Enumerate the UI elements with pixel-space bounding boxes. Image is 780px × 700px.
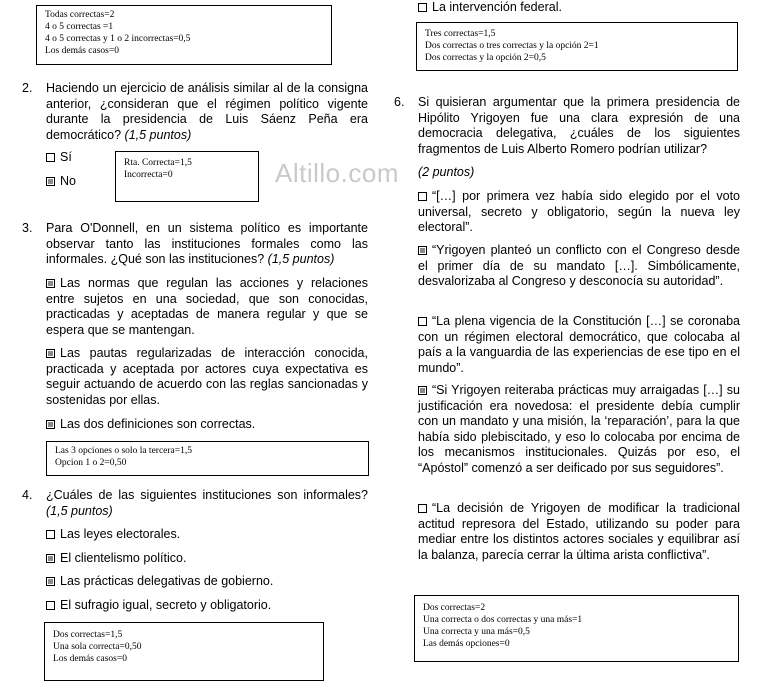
checkbox-checked-icon[interactable] [46,349,55,358]
scoring-line: Los demás casos=0 [53,654,127,664]
question-number: 4. [22,488,33,502]
checkbox-unchecked-icon[interactable] [418,504,427,513]
question-2-text [46,81,368,143]
option-intervencion-federal[interactable] [418,0,562,16]
question-number: 3. [22,221,33,235]
question-points: (1,5 puntos) [124,127,192,142]
option-label: “Si Yrigoyen reiteraba prácticas muy arraigadas […] su justificación era novedosa: el presidente debía cumplir con un mandato y una misión, la ‘reparación’, para la que había sido plebiscitado, y eso lo colocaba por encima de los mecanismos institucionales. Quizás por eso, el “Apóstol” comenzó a ser deificado por sus seguidores”. [418,383,740,475]
scoring-line: Dos correctas o tres correctas y la opción 2=1 [425,41,599,51]
option-label: “[…] por primera vez había sido elegido por el voto universal, secreto y obligatorio, según la nueva ley electoral”. [418,189,740,234]
checkbox-checked-icon[interactable] [418,386,427,395]
checkbox-checked-icon[interactable] [46,420,55,429]
option-leyes-electorales[interactable] [46,527,180,543]
option-label: Las normas que regulan las acciones y relaciones entre sujetos en una sociedad, que son conocidas, practicadas y aceptadas de manera regular y que se espera que se mantengan. [46,276,368,337]
question-prompt: Para O'Donnell, en un sistema político es importante observar tanto las instituciones formales como las informales. ¿Qué son las instituciones? [46,221,368,266]
option-fragmento-1[interactable] [418,189,740,236]
checkbox-unchecked-icon[interactable] [46,601,55,610]
scoring-line: Las 3 opciones o solo la tercera=1,5 [55,446,192,456]
option-clientelismo[interactable] [46,551,186,567]
question-points: (2 puntos) [418,165,475,179]
scoring-box-q6 [414,595,739,662]
scoring-box-q3 [46,441,369,476]
question-points: (1,5 puntos) [267,252,335,266]
scoring-line: Los demás casos=0 [45,46,119,56]
scoring-line: Todas correctas=2 [45,10,115,20]
checkbox-checked-icon[interactable] [46,177,55,186]
option-label: Las prácticas delegativas de gobierno. [60,574,274,588]
question-prompt: Haciendo un ejercicio de análisis similar al de la consigna anterior, ¿consideran que el régimen político vigente durante la presidencia de Luis Sáenz Peña era democrático? [46,81,368,142]
option-fragmento-3[interactable] [418,314,740,376]
option-practicas-delegativas[interactable] [46,574,273,590]
option-sufragio[interactable] [46,598,271,614]
question-4-text [46,488,368,519]
scoring-line: Una sola correcta=0,50 [53,642,142,652]
option-no[interactable] [46,174,76,190]
scoring-box-q1 [36,5,332,65]
option-label: La intervención federal. [432,0,562,14]
scoring-line: Tres correctas=1,5 [425,29,496,39]
checkbox-checked-icon[interactable] [46,554,55,563]
question-3-text [46,221,368,268]
checkbox-unchecked-icon[interactable] [46,530,55,539]
option-label: El clientelismo político. [60,551,187,565]
scoring-line: Una correcta y una más=0,5 [423,627,530,637]
option-fragmento-5[interactable] [418,501,740,563]
scoring-box-q2 [115,151,259,202]
checkbox-unchecked-icon[interactable] [418,3,427,12]
question-number: 2. [22,81,33,95]
option-ambas[interactable] [46,417,255,433]
checkbox-unchecked-icon[interactable] [418,192,427,201]
scoring-line: Incorrecta=0 [124,170,173,180]
scoring-line: Las demás opciones=0 [423,639,510,649]
scoring-line: Una correcta o dos correctas y una más=1 [423,615,583,625]
option-label: “Yrigoyen planteó un conflicto con el Congreso desde el primer día de su mandato […]. Simbólicamente, desvalorizaba al Congreso y desconocía su autoridad”. [418,243,740,288]
scoring-box-q5 [416,22,738,71]
option-normas[interactable] [46,276,368,338]
option-label: El sufragio igual, secreto y obligatorio. [60,598,272,612]
option-fragmento-4[interactable] [418,383,740,476]
option-fragmento-2[interactable] [418,243,740,290]
scoring-line: Dos correctas=1,5 [53,630,123,640]
checkbox-unchecked-icon[interactable] [46,153,55,162]
question-number: 6. [394,95,405,109]
checkbox-checked-icon[interactable] [418,246,427,255]
option-label: Sí [60,150,72,164]
scoring-line: 4 o 5 correctas =1 [45,22,114,32]
option-label: Las pautas regularizadas de interacción conocida, practicada y aceptada por actores cuya expectativa es seguir actuando de acuerdo con las reglas sancionadas y sostenidas por ellas. [46,346,368,407]
scoring-line: Rta. Correcta=1,5 [124,158,192,168]
question-prompt: ¿Cuáles de las siguientes instituciones son informales? [46,488,368,502]
question-6-text [418,95,740,157]
option-si[interactable] [46,150,72,166]
option-label: “La decisión de Yrigoyen de modificar la tradicional actitud represora del Estado, utilizando su poder para mediar entre los distintos actores sociales y equilibrar así la balanza, parecía cerrar la última arista conflictiva”. [418,501,740,562]
checkbox-checked-icon[interactable] [46,577,55,586]
option-pautas[interactable] [46,346,368,408]
scoring-line: Dos correctas y la opción 2=0,5 [425,53,546,63]
checkbox-checked-icon[interactable] [46,279,55,288]
option-label: “La plena vigencia de la Constitución […] se coronaba con un régimen electoral democrático, que colocaba al país a la vanguardia de las experiencias de ese tipo en el mundo”. [418,314,740,375]
watermark: Altillo.com [275,158,399,188]
question-points: (1,5 puntos) [46,503,113,518]
option-label: Las leyes electorales. [60,527,181,541]
scoring-line: Dos correctas=2 [423,603,486,613]
option-label: Las dos definiciones son correctas. [60,417,256,431]
checkbox-unchecked-icon[interactable] [418,317,427,326]
scoring-box-q4 [44,622,324,681]
scoring-line: Opcion 1 o 2=0,50 [55,458,127,468]
scoring-line: 4 o 5 correctas y 1 o 2 incorrectas=0,5 [45,34,191,44]
question-prompt: Si quisieran argumentar que la primera presidencia de Hipólito Yrigoyen fue una clara expresión de una democracia delegativa, ¿cuáles de los siguientes fragmentos de Luis Alberto Romero podrían utilizar? [418,95,740,156]
option-label: No [60,174,76,188]
